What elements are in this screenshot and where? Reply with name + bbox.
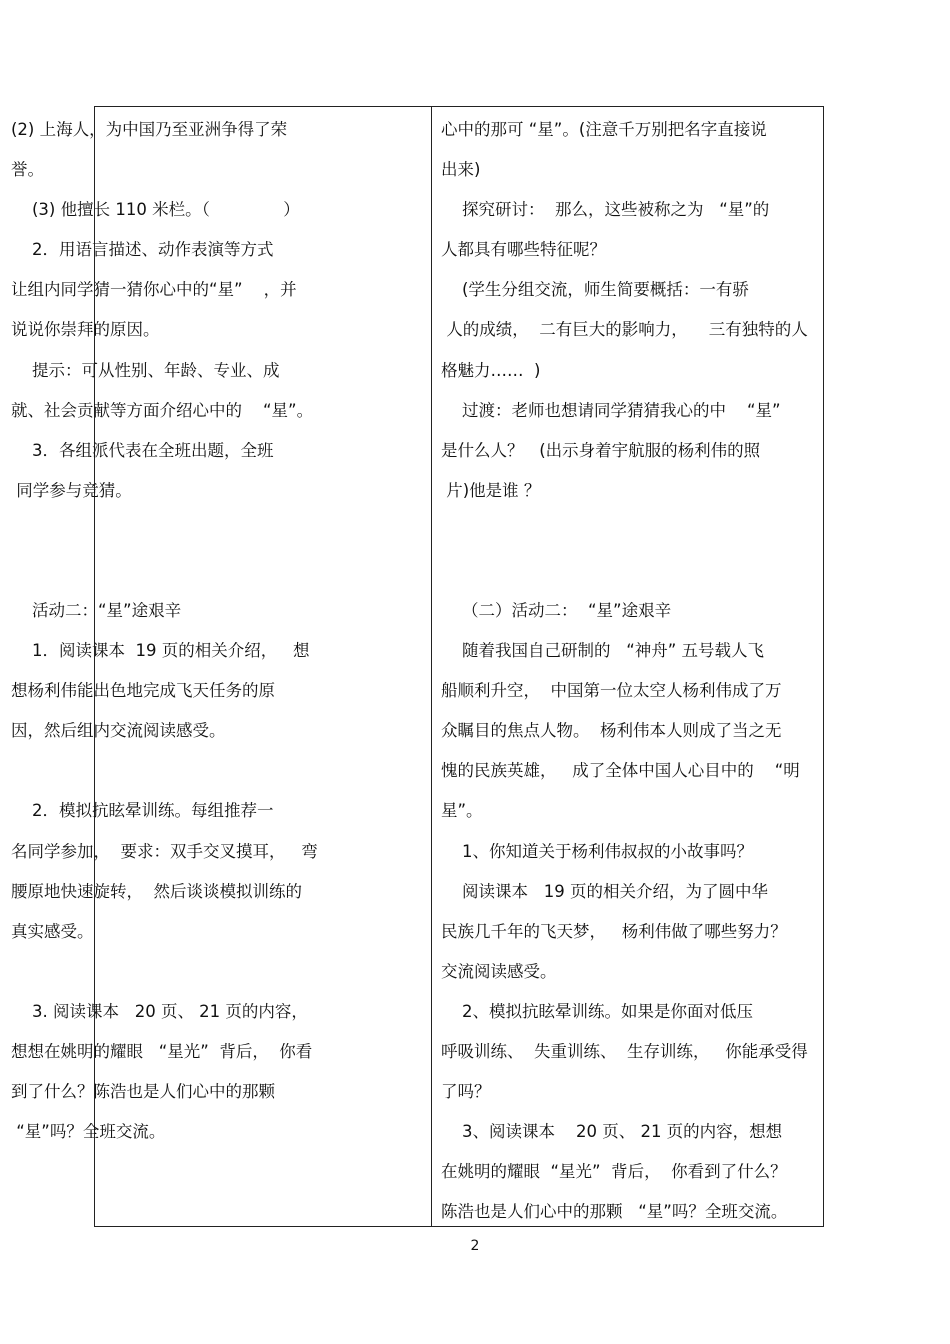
right-line: 3、阅读课本 20 页、 21 页的内容，想想 xyxy=(441,1122,783,1141)
left-line: (2) 上海人，为中国乃至亚洲争得了荣 xyxy=(11,120,288,139)
left-line: 同学参与竞猜。 xyxy=(11,481,132,500)
right-line: 交流阅读感受。 xyxy=(441,962,557,981)
left-line: 说说你崇拜的原因。 xyxy=(11,320,160,339)
right-line: 愧的民族英雄， 成了全体中国人心目中的 “明 xyxy=(441,761,800,780)
right-line: 人的成绩， 二有巨大的影响力， 三有独特的人 xyxy=(441,320,808,339)
left-line: 2．用语言描述、动作表演等方式 xyxy=(11,240,274,259)
right-line: 星”。 xyxy=(441,801,483,820)
right-line: 出来) xyxy=(441,160,481,179)
left-line: 2．模拟抗眩晕训练。每组推荐一 xyxy=(11,801,274,820)
right-line: 1、你知道关于杨利伟叔叔的小故事吗？ xyxy=(441,842,753,861)
left-line: 想想在姚明的耀眼 “星光” 背后， 你看 xyxy=(11,1042,313,1061)
right-line: 在姚明的耀眼 “星光” 背后， 你看到了什么？ xyxy=(441,1162,787,1181)
right-line: 片)他是谁 ？ xyxy=(441,481,541,500)
right-line: 随着我国自己研制的 “神舟” 五号载人飞 xyxy=(441,641,765,660)
right-line: （二）活动二： “星”途艰辛 xyxy=(441,601,672,620)
right-line: 格魅力…… ) xyxy=(441,361,541,380)
right-line: 心中的那可 “星”。(注意千万别把名字直接说 xyxy=(441,120,767,139)
left-line: 3. 阅读课本 20 页、 21 页的内容， xyxy=(11,1002,308,1021)
left-line: “星”吗？全班交流。 xyxy=(11,1122,166,1141)
right-line: 阅读课本 19 页的相关介绍，为了圆中华 xyxy=(441,882,768,901)
right-line: (学生分组交流，师生简要概括：一有骄 xyxy=(441,280,749,299)
left-line: 名同学参加， 要求：双手交叉摸耳， 弯 xyxy=(11,842,318,861)
right-line: 船顺利升空， 中国第一位太空人杨利伟成了万 xyxy=(441,681,782,700)
page-number: 2 xyxy=(470,1238,480,1254)
column-divider xyxy=(431,106,432,1227)
left-line: 让组内同学猜一猜你心中的“星” ，并 xyxy=(11,280,297,299)
left-line: 1．阅读课本 19 页的相关介绍， 想 xyxy=(11,641,310,660)
right-line: 民族几千年的飞天梦， 杨利伟做了哪些努力？ xyxy=(441,922,787,941)
left-line: (3) 他擅长 110 米栏。（ ） xyxy=(11,200,300,219)
right-line: 过渡：老师也想请同学猜猜我心的中 “星” xyxy=(441,401,781,420)
left-line: 想杨利伟能出色地完成飞天任务的原 xyxy=(11,681,275,700)
left-line: 活动二：“星”途艰辛 xyxy=(11,601,182,620)
left-line: 3．各组派代表在全班出题，全班 xyxy=(11,441,274,460)
right-line: 陈浩也是人们心中的那颗 “星”吗？全班交流。 xyxy=(441,1202,788,1221)
left-line: 提示：可从性别、年龄、专业、成 xyxy=(11,361,280,380)
left-line: 因，然后组内交流阅读感受。 xyxy=(11,721,226,740)
right-line: 人都具有哪些特征呢？ xyxy=(441,240,606,259)
right-line: 呼吸训练、 失重训练、 生存训练， 你能承受得 xyxy=(441,1042,808,1061)
right-line: 是什么人？ (出示身着宇航服的杨利伟的照 xyxy=(441,441,761,460)
left-line: 腰原地快速旋转， 然后谈谈模拟训练的 xyxy=(11,882,302,901)
right-line: 众瞩目的焦点人物。 杨利伟本人则成了当之无 xyxy=(441,721,782,740)
right-line: 了吗？ xyxy=(441,1082,491,1101)
left-line: 到了什么？陈浩也是人们心中的那颗 xyxy=(11,1082,275,1101)
left-line: 真实感受。 xyxy=(11,922,94,941)
right-line: 2、模拟抗眩晕训练。如果是你面对低压 xyxy=(441,1002,753,1021)
left-line: 誉。 xyxy=(11,160,44,179)
right-line: 探究研讨： 那么，这些被称之为 “星”的 xyxy=(441,200,770,219)
left-line: 就、社会贡献等方面介绍心中的 “星”。 xyxy=(11,401,314,420)
